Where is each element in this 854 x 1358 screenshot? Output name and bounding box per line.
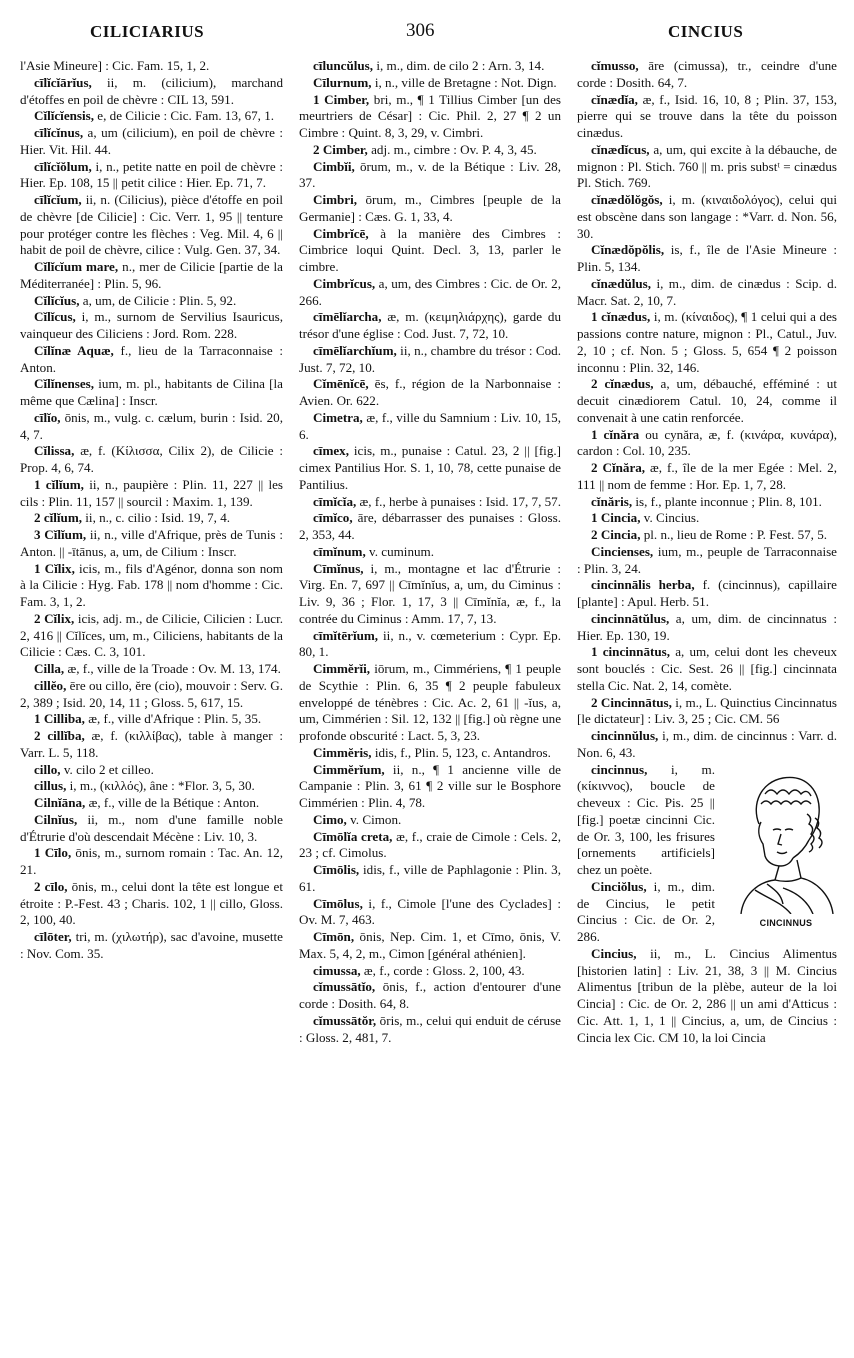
dictionary-entry (577, 142, 837, 192)
dictionary-entry (20, 343, 283, 377)
headword: Cĭlĭcĭus, (34, 292, 80, 308)
entry-definition: i, n., ville de Bretagne : Not. Dign. (371, 74, 557, 90)
entry-definition: a, um (cilicium), en poil de chèvre : Hier. Vit. Hil. 44. (20, 125, 283, 157)
dictionary-entry (577, 577, 837, 611)
headword: 3 Cĭlĭum, (34, 527, 87, 542)
headword: cīmĭtērĭum, (313, 627, 379, 643)
dictionary-entry (299, 762, 561, 812)
dictionary-entry (20, 443, 283, 477)
headword: Cimmĕrĭum, (313, 761, 385, 777)
entry-definition: i, m., surnom de Servilius Isauricus, vainqueur des Ciliciens : Jord. Rom. 228. (20, 309, 283, 341)
page-header (0, 20, 854, 46)
headword: Cilnĭāna, (34, 795, 86, 810)
headword: Cincius, (591, 945, 637, 961)
dictionary-entry (20, 376, 283, 410)
headword: cīmēlĭarcha, (313, 309, 382, 325)
dictionary-entry (299, 544, 561, 561)
dictionary-entry (299, 159, 561, 193)
dictionary-entry (20, 762, 283, 779)
entry-definition: i, f., Cimole [l'une des Cyclades] : Ov. M. 7, 463. (299, 895, 561, 928)
headword: cillĕo, (34, 677, 67, 693)
headword: cĭnædĭa, (591, 91, 638, 107)
running-head-right: CINCIUS (668, 22, 744, 41)
entry-definition: is, f., plante inconnue ; Plin. 8, 101. (632, 493, 822, 509)
headword: 1 cĭnăra (591, 426, 640, 442)
dictionary-entry (577, 427, 837, 461)
dictionary-entry (577, 728, 837, 762)
entry-definition: i, n., petite natte en poil de chèvre : Hier. Ep. 108, 15 || petit cilice : Hier. Ep. 71, 7. (20, 158, 283, 191)
dictionary-entry (299, 829, 561, 863)
entry-definition: f., lieu de la Tarraconnaise : Anton. (20, 342, 283, 375)
entry-definition: bri, m., ¶ 1 Tillius Cimber [un des meurtriers de César] : Cic. Phil. 2, 27 ¶ 2 un Cimbre : Quint. 8, 3, 29, v. Cimbri. (299, 91, 561, 140)
entry-definition: æ, f., corde : Gloss. 2, 100, 43. (360, 962, 525, 978)
headword: Cinciŏlus, (591, 878, 647, 894)
headword: cīlĭcĭnus, (34, 125, 84, 140)
headword: Cimbrĭcus, (313, 275, 376, 291)
entry-definition: tri, m. (χιλωτήρ), sac d'avoine, musette : Nov. Com. 35. (20, 929, 283, 961)
headword: cīmēlĭarchĭum, (313, 342, 397, 358)
dictionary-entry (20, 527, 283, 561)
entry-definition: idis, f., ville de Paphlagonie : Plin. 3, 61. (299, 862, 561, 894)
entry-definition: ium, m., peuple de Tarraconnaise : Plin. 3, 24. (577, 543, 837, 576)
dictionary-entry (299, 410, 561, 444)
entry-definition: v. cuminum. (365, 543, 434, 559)
dictionary-entry (577, 309, 837, 376)
headword: cillo, (34, 761, 61, 777)
dictionary-entry (299, 75, 561, 92)
entry-definition: pl. n., lieu de Rome : P. Fest. 57, 5. (640, 527, 828, 542)
entry-definition: icis, m., fils d'Agénor, donna son nom à la Cilicie : Hyg. Fab. 178 || nom d'homme : Cic. Fam. 3, 1, 2. (20, 560, 283, 609)
dictionary-entry (577, 192, 837, 242)
headword: Cĭlĭcus, (34, 309, 76, 325)
headword: cīluncŭlus, (313, 58, 374, 73)
dictionary-entry (20, 845, 283, 879)
entry-definition: i, m. (κίναιδος), ¶ 1 celui qui a des passions contre nature, mignon : Pl., Catul., Juv. 2, 10 ; cf. Non. 5 ; Gloss. 5, 654 ¶ 2 poisson inconnu : Plin. 32, 146. (577, 309, 837, 375)
headword: cīlĭcĭārĭus, (34, 74, 92, 90)
entry-definition: a, um, des Cimbres : Cic. de Or. 2, 266. (299, 275, 561, 308)
entry-definition: a, um, qui excite à la débauche, de mignon : Pl. Stich. 760 || m. pris substᵗ = cinædus Pl. Stich. 769. (577, 141, 837, 191)
dictionary-entry (299, 343, 561, 377)
entry-definition: l'Asie Mineure] : Cic. Fam. 15, 1, 2. (20, 58, 210, 73)
column-2 (299, 58, 561, 1046)
headword: Cīmōlus, (313, 895, 363, 911)
headword: 1 Cĭlix, (34, 560, 75, 576)
dictionary-entry (577, 242, 837, 276)
dictionary-entry (299, 929, 561, 963)
entry-definition: v. cilo 2 et cilleo. (60, 761, 154, 777)
headword: Cĭlissa, (34, 443, 75, 459)
entry-definition: ii, n., c. cilio : Isid. 19, 7, 4. (82, 510, 231, 526)
dictionary-entry (20, 510, 283, 527)
headword: Cimo, (313, 811, 347, 827)
headword: cĭnædŭlus, (591, 275, 652, 291)
headword: Cilla, (34, 661, 65, 676)
dictionary-entry (299, 661, 561, 745)
dictionary-entry (299, 276, 561, 310)
headword: Cilnĭus, (34, 811, 78, 827)
dictionary-entry (577, 494, 837, 511)
dictionary-entry (299, 192, 561, 226)
headword: Cīmōlis, (313, 862, 360, 877)
headword: Cimbri, (313, 192, 358, 207)
entry-definition: æ, f., ville de la Troade : Ov. M. 13, 174. (64, 661, 281, 676)
entry-definition: a, um, dim. de cincinnatus : Hier. Ep. 130, 19. (577, 610, 837, 643)
dictionary-entry (299, 494, 561, 511)
headword: Cīmōlĭa creta, (313, 828, 393, 844)
dictionary-entry (20, 108, 283, 125)
dictionary-entry (577, 92, 837, 142)
headword: cĭmussātŏr, (313, 1012, 377, 1028)
page-number: 306 (406, 20, 435, 41)
dictionary-entry (20, 477, 283, 511)
entry-definition: i, m., montagne et lac d'Étrurie : Virg. En. 7, 697 || Cīmĭnĭus, a, um, du Ciminus : Liv. 9, 36 ; Flor. 1, 17, 3 || Cīmĭnĭa, æ, f., la contrée du Ciminus : Amm. 17, 7, 13. (299, 560, 561, 626)
entry-definition: ēs, f., région de la Narbonnaise : Avien. Or. 622. (299, 376, 561, 408)
entry-definition: idis, f., Plin. 5, 123, c. Antandros. (371, 744, 551, 760)
dictionary-entry (20, 75, 283, 109)
headword: cīmĭco, (313, 510, 353, 526)
cincinnus-illustration (721, 764, 837, 930)
dictionary-entry (20, 259, 283, 293)
headword: Cīlurnum, (313, 74, 372, 90)
headword: cĭnăris, (591, 493, 633, 509)
entry-definition: i, m., dim. de Cincius, le petit Cincius : Cic. de Or. 2, 286. (577, 878, 715, 944)
headword: 2 Cincinnātus, (591, 694, 672, 710)
headword: cincinnātŭlus, (591, 610, 670, 626)
headword: cillus, (34, 778, 67, 794)
entry-definition: æ, f. (κιλλίβας), table à manger : Varr. L. 5, 118. (20, 728, 283, 760)
headword: 1 Cilliba, (34, 711, 85, 727)
entry-definition: ii, n., v. cœmeterium : Cypr. Ep. 80, 1. (299, 627, 561, 660)
entry-definition: i, m., (κιλλός), âne : *Flor. 3, 5, 30. (66, 778, 255, 794)
dictionary-entry (299, 92, 561, 142)
entry-definition: ium, m. pl., habitants de Cilina [la même que Cælina] : Inscr. (20, 376, 283, 408)
headword: cīlōter, (34, 929, 72, 944)
entry-definition: n., mer de Cilicie [partie de la Méditerranée] : Plin. 5, 96. (20, 259, 283, 291)
dictionary-entry (299, 376, 561, 410)
entry-definition: à la manière des Cimbres : Cimbrice loqui Quint. Decl. 3, 13, parler le cimbre. (299, 225, 561, 274)
entry-definition: v. Cincius. (640, 510, 700, 526)
entry-definition: icis, adj. m., de Cilicie, Cilicien : Lucr. 2, 416 || Cĭlĭces, um, m., Ciliciens, habitants de la Cilicie : Cæs. C. 3, 101. (20, 610, 283, 660)
entry-definition: ōnis, Nep. Cim. 1, et Cīmo, ōnis, V. Max. 5, 4, 2, m., Cimon [général athénien]. (299, 929, 561, 961)
headword: cīlĭcĭum, (34, 192, 82, 207)
headword: 1 cincinnātus, (591, 644, 671, 660)
dictionary-entry (577, 58, 837, 92)
entry-definition: ōrum, m., Cimbres [peuple de la Germanie] : Cæs. G. 1, 33, 4. (299, 192, 561, 224)
dictionary-entry (20, 309, 283, 343)
headword: Cimmĕrĭi, (313, 661, 371, 676)
dictionary-entry (577, 460, 837, 494)
running-head-left: CILICIARIUS (90, 22, 205, 41)
headword: 1 cĭlĭum, (34, 476, 84, 492)
entry-definition: æ, f., ville d'Afrique : Plin. 5, 35. (84, 711, 262, 727)
headword: 1 Cīlo, (34, 845, 72, 861)
headword: Cimmĕris, (313, 744, 372, 760)
entry-definition: ōnis, f., action d'entourer d'une corde : Dosith. 64, 8. (299, 979, 561, 1011)
headword: cimussa, (313, 962, 361, 978)
dictionary-entry (20, 929, 283, 963)
dictionary-entry (577, 544, 837, 578)
headword: 2 Cimber, (313, 141, 368, 157)
dictionary-entry (577, 611, 837, 645)
dictionary-entry (577, 510, 837, 527)
headword: Cincienses, (591, 543, 654, 559)
headword: Cimbĭi, (313, 158, 355, 174)
headword: Cĭlĭcĭensis, (34, 108, 95, 124)
dictionary-entry (20, 678, 283, 712)
headword: Cĭlĭnæ Aquæ, (34, 342, 114, 358)
dictionary-entry (299, 963, 561, 980)
entry-definition: æ, f. (Κίλισσα, Cilix 2), de Cilicie : Prop. 4, 6, 74. (20, 443, 283, 475)
entry-definition: æ, f., île de la mer Egée : Mel. 2, 111 || nom de femme : Hor. Ep. 1, 7, 28. (577, 460, 837, 492)
dictionary-entry (299, 226, 561, 276)
headword: cincinnālis herba, (591, 577, 695, 593)
headword: 2 cĭnædus, (591, 376, 654, 392)
headword: Cĭnædŏpŏlis, (591, 242, 665, 258)
dictionary-entry (20, 125, 283, 159)
entry-definition: æ, f., craie de Cimole : Cels. 2, 23 ; cf. Cimolus. (299, 828, 561, 861)
dictionary-entry (20, 410, 283, 444)
dictionary-entry (299, 443, 561, 493)
entry-definition: a, um, celui dont les cheveux sont bouclés : Cic. Sest. 26 || [fig.] cincinnata stella Cic. Nat. 2, 14, comète. (577, 644, 838, 693)
dictionary-entry (20, 192, 283, 259)
entry-definition: ōnis, m., surnom romain : Tac. An. 12, 21. (20, 845, 283, 877)
headword: cĭnædĭcus, (591, 141, 650, 157)
headword: cīlĭcĭŏlum, (34, 158, 92, 174)
entry-definition: i, m., L. Quinctius Cincinnatus [le dictateur] : Liv. 3, 25 ; Cic. CM. 56 (577, 694, 837, 727)
dictionary-entry (299, 1013, 561, 1047)
headword: 2 Cĭlix, (34, 610, 75, 626)
entry-definition: i, m., dim. de cinædus : Scip. d. Macr. Sat. 2, 10, 7. (577, 275, 837, 308)
headword: Cĭlĭcĭum mare, (34, 259, 119, 274)
headword: 2 cīlo, (34, 878, 68, 894)
entry-definition: ii, n., ville d'Afrique, près de Tunis : Anton. || -ītānus, a, um, de Cilium : Inscr. (20, 527, 283, 559)
dictionary-entry (577, 276, 837, 310)
dictionary-entry (299, 58, 561, 75)
dictionary-entry (299, 896, 561, 930)
dictionary-entry (577, 695, 837, 729)
entry-definition: a, um, de Cilicie : Plin. 5, 92. (79, 292, 237, 308)
headword: Cimbrĭcē, (313, 225, 369, 241)
headword: cĭmusso, (591, 58, 639, 73)
headword: cīlĭo, (34, 409, 61, 425)
headword: cīmex, (313, 443, 349, 459)
entry-definition: i, m. (κίκιννος), boucle de cheveux : Cic. Pis. 25 || [fig.] poetæ cincinni Cic. de Or. 3, 100, les frisures [ornements artificiels] chez un poète. (577, 761, 715, 877)
illustration-caption: CINCINNUS (759, 917, 813, 928)
entry-definition: æ, f., ville du Samnium : Liv. 10, 15, 6. (299, 409, 561, 442)
dictionary-entry (20, 293, 283, 310)
entry-definition: ōrum, m., v. de la Bétique : Liv. 28, 37. (299, 158, 561, 191)
headword: cīmĭnum, (313, 543, 366, 559)
dictionary-entry (577, 527, 837, 544)
headword: Cīmĭnus, (313, 560, 364, 576)
headword: cincinnus, (591, 761, 648, 777)
entry-definition: iōrum, m., Cimmériens, ¶ 1 peuple de Scythie : Plin. 6, 35 ¶ 2 peuple fabuleux enveloppé de ténèbres : Cic. Ac. 2, 61 || -ĭus, a, um, Cimmérien : Sil. 12, 132 || [fig.] où règne une profonde obscurité : Lact. 5, 3, 23. (299, 661, 561, 743)
entry-definition: i, m., dim. de cincinnus : Varr. d. Non. 6, 43. (577, 728, 837, 760)
entry-definition: æ, m. (κειμηλιάρχης), garde du trésor d'une église : Cod. Just. 7, 72, 10. (299, 309, 561, 341)
dictionary-entry (299, 510, 561, 544)
entry-definition: æ, f., Isid. 16, 10, 8 ; Plin. 37, 153, pierre qui se trouve dans la tête du poisson cinædus. (577, 91, 837, 140)
dictionary-entry (20, 711, 283, 728)
entry-definition: æ, f., herbe à punaises : Isid. 17, 7, 57. (356, 493, 562, 509)
entry-definition: āre (cimussa), tr., ceindre d'une corde : Dosith. 64, 7. (577, 58, 837, 90)
dictionary-entry (20, 778, 283, 795)
headword: cincinnŭlus, (591, 728, 659, 743)
dictionary-entry (577, 376, 837, 426)
entry-definition: ii, n., chambre du trésor : Cod. Just. 7, 72, 10. (299, 342, 561, 375)
entry-definition: adj. m., cimbre : Ov. P. 4, 3, 45. (367, 141, 537, 157)
dictionary-entry (299, 142, 561, 159)
dictionary-entry (20, 879, 283, 929)
entry-definition: āre, débarrasser des punaises : Gloss. 2, 353, 44. (299, 510, 561, 542)
dictionary-entry (577, 644, 837, 694)
dictionary-entry (20, 611, 283, 661)
dictionary-entry (20, 159, 283, 193)
headword: cīmĭcĭa, (313, 493, 357, 509)
dictionary-entry (20, 728, 283, 762)
dictionary-entry (299, 812, 561, 829)
entry-definition: is, f., île de l'Asie Mineure : Plin. 5, 134. (577, 242, 837, 274)
dictionary-entry (299, 745, 561, 762)
dictionary-entry (20, 58, 283, 75)
entry-definition: ōnis, m., celui dont la tête est longue et étroite : P.-Fest. 43 ; Charis. 102, 1 || cillo, Gloss. 2, 100, 40. (20, 878, 283, 928)
headword: 2 Cĭnăra, (591, 460, 646, 475)
headword: 1 cĭnædus, (591, 309, 651, 325)
entry-definition: i, m., dim. de cilo 2 : Arn. 3, 14. (373, 58, 545, 73)
dictionary-entry (299, 862, 561, 896)
entry-definition: ou cynăra, æ, f. (κινάρα, κυνάρα), cardon : Col. 10, 235. (577, 426, 837, 459)
entry-definition: f. (cincinnus), capillaire [plante] : Apul. Herb. 51. (577, 577, 837, 609)
dictionary-entry (20, 795, 283, 812)
headword: Cīmōn, (313, 929, 355, 944)
dictionary-entry (20, 661, 283, 678)
headword: Cĭmēnĭcē, (313, 376, 369, 392)
dictionary-entry (20, 812, 283, 846)
entry-definition: e, de Cilicie : Cic. Fam. 13, 67, 1. (94, 108, 275, 124)
entry-definition: a, um, débauché, efféminé : ut decuit cinædiorem Catul. 10, 24, comme il convenait à une catin renforcée. (577, 376, 837, 425)
column-1 (20, 58, 283, 963)
headword: Cĭlĭnenses, (34, 376, 95, 392)
dictionary-entry (577, 946, 837, 1047)
entry-definition: ii, m. (cilicium), marchand d'étoffes en poil de chèvre : CIL 13, 591. (20, 74, 283, 107)
entry-definition: ēre ou cillo, ĕre (cio), mouvoir : Serv. G. 2, 389 ; Isid. 20, 14, 11 ; Gloss. 5, 617, 15. (20, 677, 283, 710)
entry-definition: ōnis, m., vulg. c. cælum, burin : Isid. 20, 4, 7. (20, 409, 283, 442)
entry-definition: ii, n., paupière : Plin. 11, 227 || les cils : Plin. 11, 157 || sourcil : Maxim. 1, 139. (20, 476, 283, 509)
headword: 2 Cincia, (591, 527, 641, 542)
entry-definition: ii, n. (Cilicius), pièce d'étoffe en poil de chèvre [de Cilicie] : Cic. Verr. 1, 95 || tenture pour protéger contre les flèches : Veg. Mil. 4, 6 || habit de poil de chèvre, cilice : Vulg. Gen. 37, 34. (20, 192, 283, 258)
entry-definition: ii, m., L. Cincius Alimentus [historien latin] : Liv. 21, 38, 3 || M. Cincius Alimentus [tribun de la plèbe, auteur de la loi Cincia] : Cic. de Or. 2, 286 || un ami d'Atticus : Cic. Att. 1, 1, 1 || Cincius, a, um, de Cincius : Cincia lex Cic. CM 10, la loi Cincia (577, 945, 837, 1045)
entry-definition: ōris, m., celui qui enduit de céruse : Gloss. 2, 481, 7. (299, 1012, 561, 1045)
entry-definition: v. Cimon. (346, 811, 402, 827)
entry-definition: icis, m., punaise : Catul. 23, 2 || [fig.] cimex Pantilius Hor. S. 1, 10, 78, cette punaise de Pantilius. (299, 443, 561, 492)
bust-drawing-icon (721, 764, 837, 914)
dictionary-entry (20, 561, 283, 611)
headword: cĭnædŏlŏgŏs, (591, 192, 663, 207)
entry-definition: ii, m., nom d'une famille noble d'Étrurie d'où descendait Mécène : Liv. 10, 3. (20, 811, 283, 844)
dictionary-entry (299, 309, 561, 343)
column-3 (577, 58, 837, 1046)
dictionary-entry (299, 561, 561, 628)
entry-definition: æ, f., ville de la Bétique : Anton. (85, 795, 260, 810)
entry-definition: ii, n., ¶ 1 ancienne ville de Campanie : Plin. 3, 61 ¶ 2 ville sur le Bosphore Cimmérien : Plin. 4, 78. (299, 761, 561, 810)
headword: 2 cĭlĭum, (34, 510, 83, 526)
headword: cĭmussātĭo, (313, 979, 376, 995)
headword: 1 Cimber, (313, 91, 370, 107)
dictionary-entry (299, 628, 561, 662)
headword: 1 Cincia, (591, 510, 641, 526)
entry-definition: i, m. (κιναιδολόγος), celui qui est obscène dans son langage : *Varr. d. Non. 56, 30. (577, 192, 837, 241)
headword: Cimetra, (313, 409, 363, 425)
headword: 2 cillĭba, (34, 728, 85, 743)
dictionary-entry (299, 979, 561, 1013)
